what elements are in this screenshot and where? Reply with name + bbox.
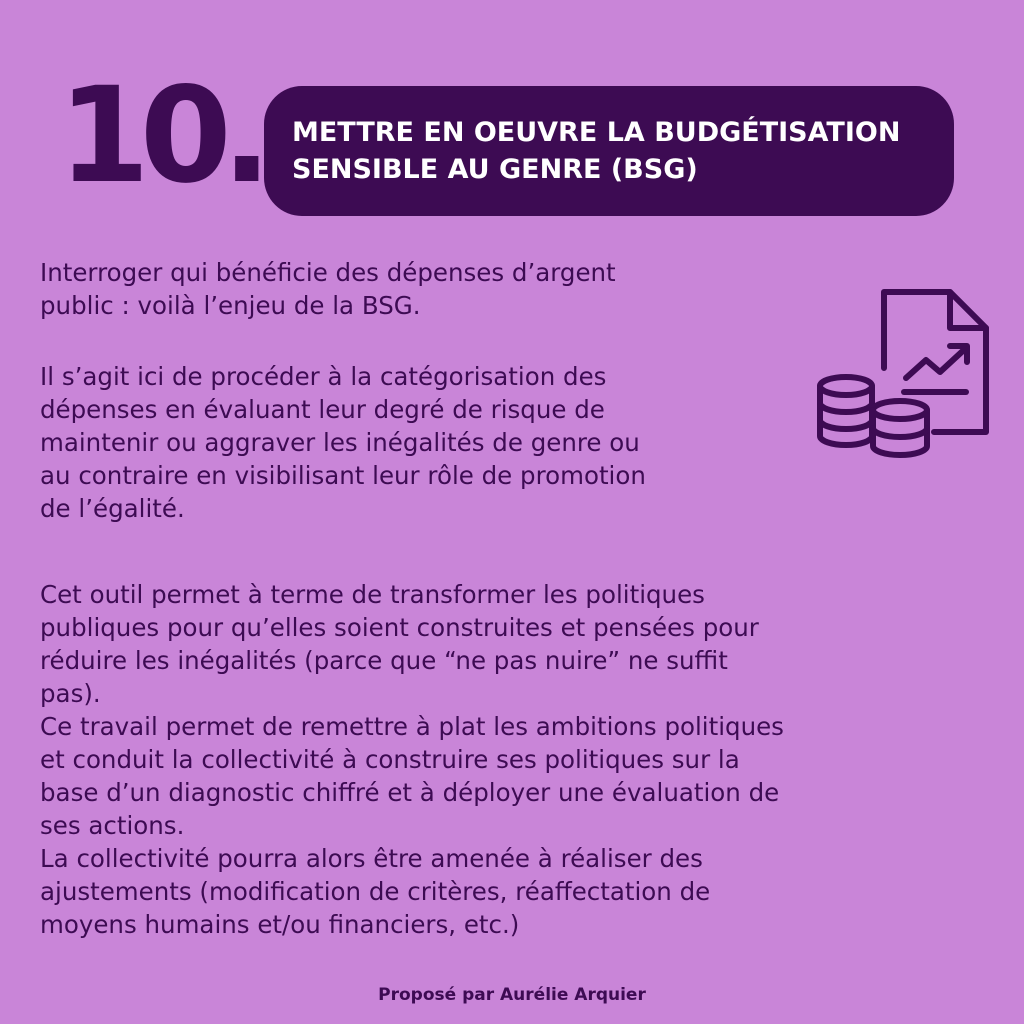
text-line: et conduit la collectivité à construire ses politiques sur la — [40, 745, 740, 774]
text-line: Cet outil permet à terme de transformer les politiques — [40, 580, 705, 609]
finance-report-coins-icon — [812, 282, 992, 462]
intro-paragraph — [40, 256, 616, 322]
text-line: publiques pour qu’elles soient construites et pensées pour — [40, 613, 759, 642]
text-line: Interroger qui bénéficie des dépenses d’argent — [40, 258, 616, 287]
text-line: dépenses en évaluant leur degré de risque de — [40, 395, 605, 424]
text-line: Il s’agit ici de procéder à la catégorisation des — [40, 362, 607, 391]
title-line-2: SENSIBLE AU GENRE (BSG) — [292, 154, 698, 185]
text-line: Ce travail permet de remettre à plat les ambitions politiques — [40, 712, 784, 741]
text-line: base d’un diagnostic chiffré et à déployer une évaluation de — [40, 778, 780, 807]
text-line: pas). — [40, 679, 101, 708]
text-line: maintenir ou aggraver les inégalités de genre ou — [40, 428, 640, 457]
text-line: de l’égalité. — [40, 494, 185, 523]
categorisation-paragraph — [40, 360, 646, 525]
author-credit: Proposé par Aurélie Arquier — [378, 985, 646, 1005]
text-line: ajustements (modification de critères, réaffectation de — [40, 877, 711, 906]
text-line: moyens humains et/ou financiers, etc.) — [40, 910, 520, 939]
text-line: réduire les inégalités (parce que “ne pas nuire” ne suffit — [40, 646, 728, 675]
title-banner — [264, 86, 954, 216]
text-line: au contraire en visibilisant leur rôle de promotion — [40, 461, 646, 490]
text-line: La collectivité pourra alors être amenée à réaliser des — [40, 844, 703, 873]
text-line: ses actions. — [40, 811, 185, 840]
item-number: 10. — [58, 59, 262, 213]
title-line-1: METTRE EN OEUVRE LA BUDGÉTISATION — [292, 117, 901, 148]
text-line: public : voilà l’enjeu de la BSG. — [40, 291, 421, 320]
body-paragraph — [40, 578, 784, 941]
